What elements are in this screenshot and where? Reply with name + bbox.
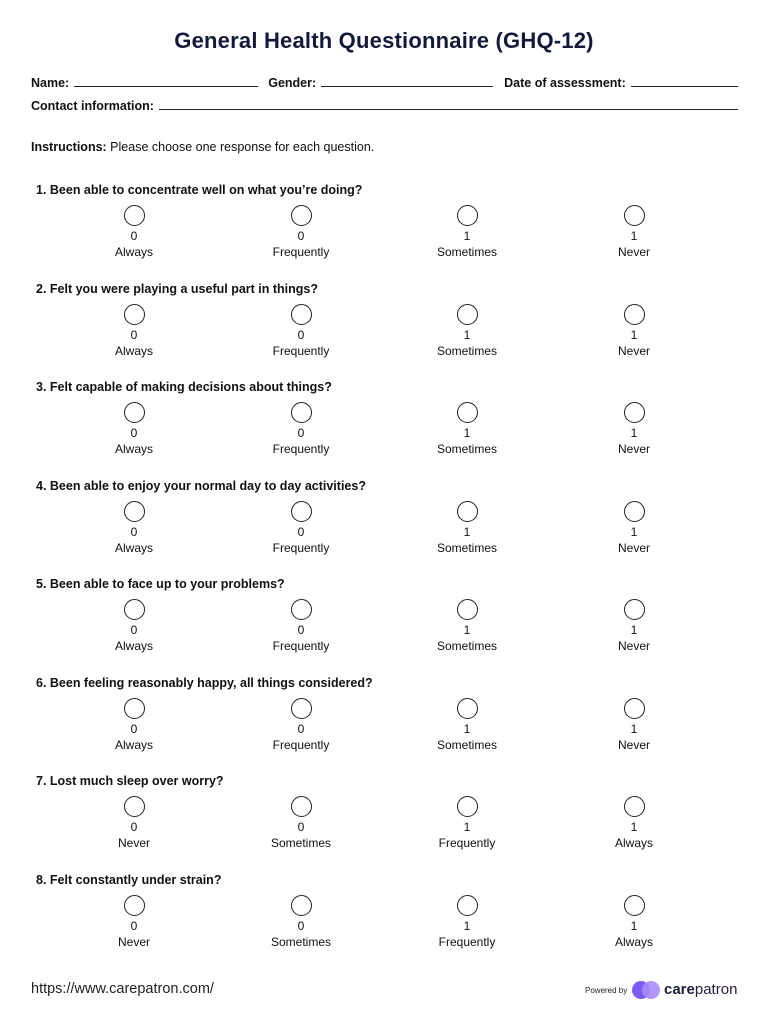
response-option[interactable]: [407, 205, 527, 260]
option-score: 0: [130, 820, 138, 834]
option-label: Always: [114, 442, 153, 456]
name-label: Name:: [31, 76, 70, 90]
option-score: 1: [463, 229, 471, 243]
response-option[interactable]: [74, 402, 194, 457]
response-option[interactable]: [407, 895, 527, 950]
instructions-text: Please choose one response for each question.: [106, 140, 375, 154]
radio-button[interactable]: [291, 402, 312, 423]
option-label: Never: [617, 737, 650, 752]
radio-button[interactable]: [457, 895, 478, 916]
radio-button[interactable]: [124, 599, 145, 620]
option-score: 1: [630, 229, 638, 243]
option-label: Always: [114, 245, 153, 259]
instructions: [31, 140, 374, 154]
question-text: 2. Felt you were playing a useful part in things?: [36, 281, 318, 296]
option-score: 1: [463, 623, 471, 637]
carepatron-logo-icon: [631, 980, 661, 1000]
option-label: Never: [617, 343, 650, 358]
response-option[interactable]: [407, 304, 527, 359]
option-score: 1: [463, 327, 471, 342]
instructions-label: Instructions:: [31, 140, 107, 154]
option-score: 0: [297, 426, 305, 440]
option-score: 0: [297, 327, 305, 342]
option-score: 1: [630, 426, 638, 440]
option-score: 0: [130, 623, 138, 637]
option-label: Sometimes: [436, 540, 498, 555]
option-score: 1: [463, 524, 471, 539]
option-label: Never: [617, 540, 650, 555]
radio-button[interactable]: [457, 599, 478, 620]
question-text: 6. Been feeling reasonably happy, all things considered?: [36, 675, 373, 690]
radio-button[interactable]: [291, 501, 312, 522]
date-label: Date of assessment:: [504, 76, 626, 90]
response-option[interactable]: [241, 599, 361, 654]
radio-button[interactable]: [457, 205, 478, 226]
option-score: 1: [463, 426, 471, 440]
option-label: Sometimes: [436, 245, 498, 259]
radio-button[interactable]: [291, 895, 312, 916]
option-label: Frequently: [272, 442, 330, 456]
option-score: 1: [630, 623, 638, 637]
date-field[interactable]: [631, 74, 738, 87]
response-option[interactable]: [74, 501, 194, 556]
footer-url-link[interactable]: https://www.carepatron.com/: [31, 981, 214, 997]
response-option[interactable]: [241, 698, 361, 753]
response-option[interactable]: [241, 796, 361, 851]
question-text: 5. Been able to face up to your problems?: [36, 577, 285, 591]
question-text: 4. Been able to enjoy your normal day to day activities?: [36, 478, 366, 493]
radio-button[interactable]: [457, 501, 478, 522]
radio-button[interactable]: [291, 205, 312, 226]
option-score: 1: [630, 524, 638, 539]
radio-button[interactable]: [124, 501, 145, 522]
option-score: 1: [463, 721, 471, 736]
contact-field[interactable]: [159, 97, 738, 110]
gender-field[interactable]: [321, 74, 493, 87]
option-label: Never: [617, 442, 650, 456]
option-label: Sometimes: [436, 343, 498, 358]
question-item: [0, 282, 768, 380]
response-option[interactable]: [574, 599, 694, 654]
option-label: Frequently: [272, 737, 330, 752]
option-label: Sometimes: [270, 934, 332, 949]
response-option[interactable]: [574, 402, 694, 457]
radio-button[interactable]: [124, 796, 145, 817]
brand-bold: care: [664, 981, 695, 998]
question-item: [0, 873, 768, 971]
name-field[interactable]: [74, 74, 258, 87]
option-label: Always: [114, 343, 153, 358]
question-item: [0, 183, 768, 281]
option-score: 1: [630, 327, 638, 342]
option-score: 1: [630, 820, 638, 834]
radio-button[interactable]: [457, 402, 478, 423]
radio-button[interactable]: [624, 895, 645, 916]
radio-button[interactable]: [291, 599, 312, 620]
option-label: Never: [617, 245, 650, 259]
question-text: 8. Felt constantly under strain?: [36, 872, 222, 887]
radio-button[interactable]: [624, 402, 645, 423]
response-option[interactable]: [574, 501, 694, 556]
radio-button[interactable]: [124, 895, 145, 916]
response-option[interactable]: [241, 402, 361, 457]
option-label: Frequently: [272, 639, 330, 653]
radio-button[interactable]: [124, 205, 145, 226]
option-score: 0: [297, 229, 305, 243]
option-label: Always: [114, 737, 153, 752]
response-option[interactable]: [74, 895, 194, 950]
question-item: [0, 577, 768, 675]
option-label: Frequently: [272, 540, 330, 555]
option-score: 1: [463, 918, 471, 933]
response-option[interactable]: [407, 698, 527, 753]
option-label: Sometimes: [436, 442, 498, 456]
radio-button[interactable]: [291, 304, 312, 325]
option-label: Frequently: [272, 245, 330, 259]
radio-button[interactable]: [457, 304, 478, 325]
response-option[interactable]: [407, 402, 527, 457]
option-label: Frequently: [438, 934, 496, 949]
option-score: 0: [297, 918, 305, 933]
radio-button[interactable]: [124, 402, 145, 423]
option-label: Frequently: [272, 343, 330, 358]
option-label: Always: [114, 540, 153, 555]
page-title: General Health Questionnaire (GHQ-12): [174, 28, 594, 53]
response-option[interactable]: [574, 304, 694, 359]
option-score: 0: [297, 820, 305, 834]
option-label: Sometimes: [270, 836, 332, 850]
contact-label: Contact information:: [31, 99, 154, 113]
option-score: 1: [630, 918, 638, 933]
option-label: Never: [617, 639, 650, 653]
radio-button[interactable]: [624, 501, 645, 522]
option-label: Always: [614, 934, 653, 949]
option-score: 0: [130, 327, 138, 342]
option-label: Always: [114, 639, 153, 653]
response-option[interactable]: [74, 698, 194, 753]
radio-button[interactable]: [124, 304, 145, 325]
response-option[interactable]: [574, 796, 694, 851]
response-option[interactable]: [574, 895, 694, 950]
option-label: Sometimes: [436, 639, 498, 653]
radio-button[interactable]: [624, 698, 645, 719]
question-text: 1. Been able to concentrate well on what you’re doing?: [36, 183, 363, 197]
radio-button[interactable]: [124, 698, 145, 719]
response-option[interactable]: [407, 796, 527, 851]
radio-button[interactable]: [624, 599, 645, 620]
option-score: 0: [130, 721, 138, 736]
option-score: 0: [130, 524, 138, 539]
option-score: 0: [297, 524, 305, 539]
response-option[interactable]: [407, 599, 527, 654]
option-score: 0: [130, 426, 138, 440]
option-label: Never: [117, 934, 150, 949]
option-score: 0: [130, 229, 138, 243]
radio-button[interactable]: [624, 796, 645, 817]
question-text: 7. Lost much sleep over worry?: [36, 774, 224, 788]
radio-button[interactable]: [291, 698, 312, 719]
gender-label: Gender:: [268, 76, 317, 90]
response-option[interactable]: [407, 501, 527, 556]
header-fields-row-2: [31, 97, 738, 113]
powered-by-text: Powered by: [585, 986, 628, 995]
radio-button[interactable]: [624, 304, 645, 325]
response-option[interactable]: [241, 205, 361, 260]
response-option[interactable]: [74, 304, 194, 359]
option-score: 0: [297, 721, 305, 736]
radio-button[interactable]: [291, 796, 312, 817]
radio-button[interactable]: [624, 205, 645, 226]
response-option[interactable]: [74, 205, 194, 260]
option-label: Sometimes: [436, 737, 498, 752]
question-text: 3. Felt capable of making decisions about things?: [36, 380, 332, 394]
option-score: 0: [130, 918, 138, 933]
option-score: 1: [463, 820, 471, 834]
question-item: [0, 479, 768, 577]
radio-button[interactable]: [457, 796, 478, 817]
brand-light: patron: [694, 981, 738, 998]
carepatron-wordmark: [664, 981, 737, 998]
response-option[interactable]: [241, 895, 361, 950]
question-item: [0, 380, 768, 478]
response-option[interactable]: [574, 698, 694, 753]
header-fields-row-1: [31, 74, 738, 90]
option-label: Always: [614, 836, 653, 850]
response-option[interactable]: [241, 304, 361, 359]
radio-button[interactable]: [457, 698, 478, 719]
option-score: 0: [297, 623, 305, 637]
response-option[interactable]: [74, 599, 194, 654]
option-score: 1: [630, 721, 638, 736]
option-label: Never: [117, 836, 150, 850]
question-item: [0, 676, 768, 774]
response-option[interactable]: [241, 501, 361, 556]
option-label: Frequently: [438, 836, 496, 850]
response-option[interactable]: [574, 205, 694, 260]
question-item: [0, 774, 768, 872]
response-option[interactable]: [74, 796, 194, 851]
